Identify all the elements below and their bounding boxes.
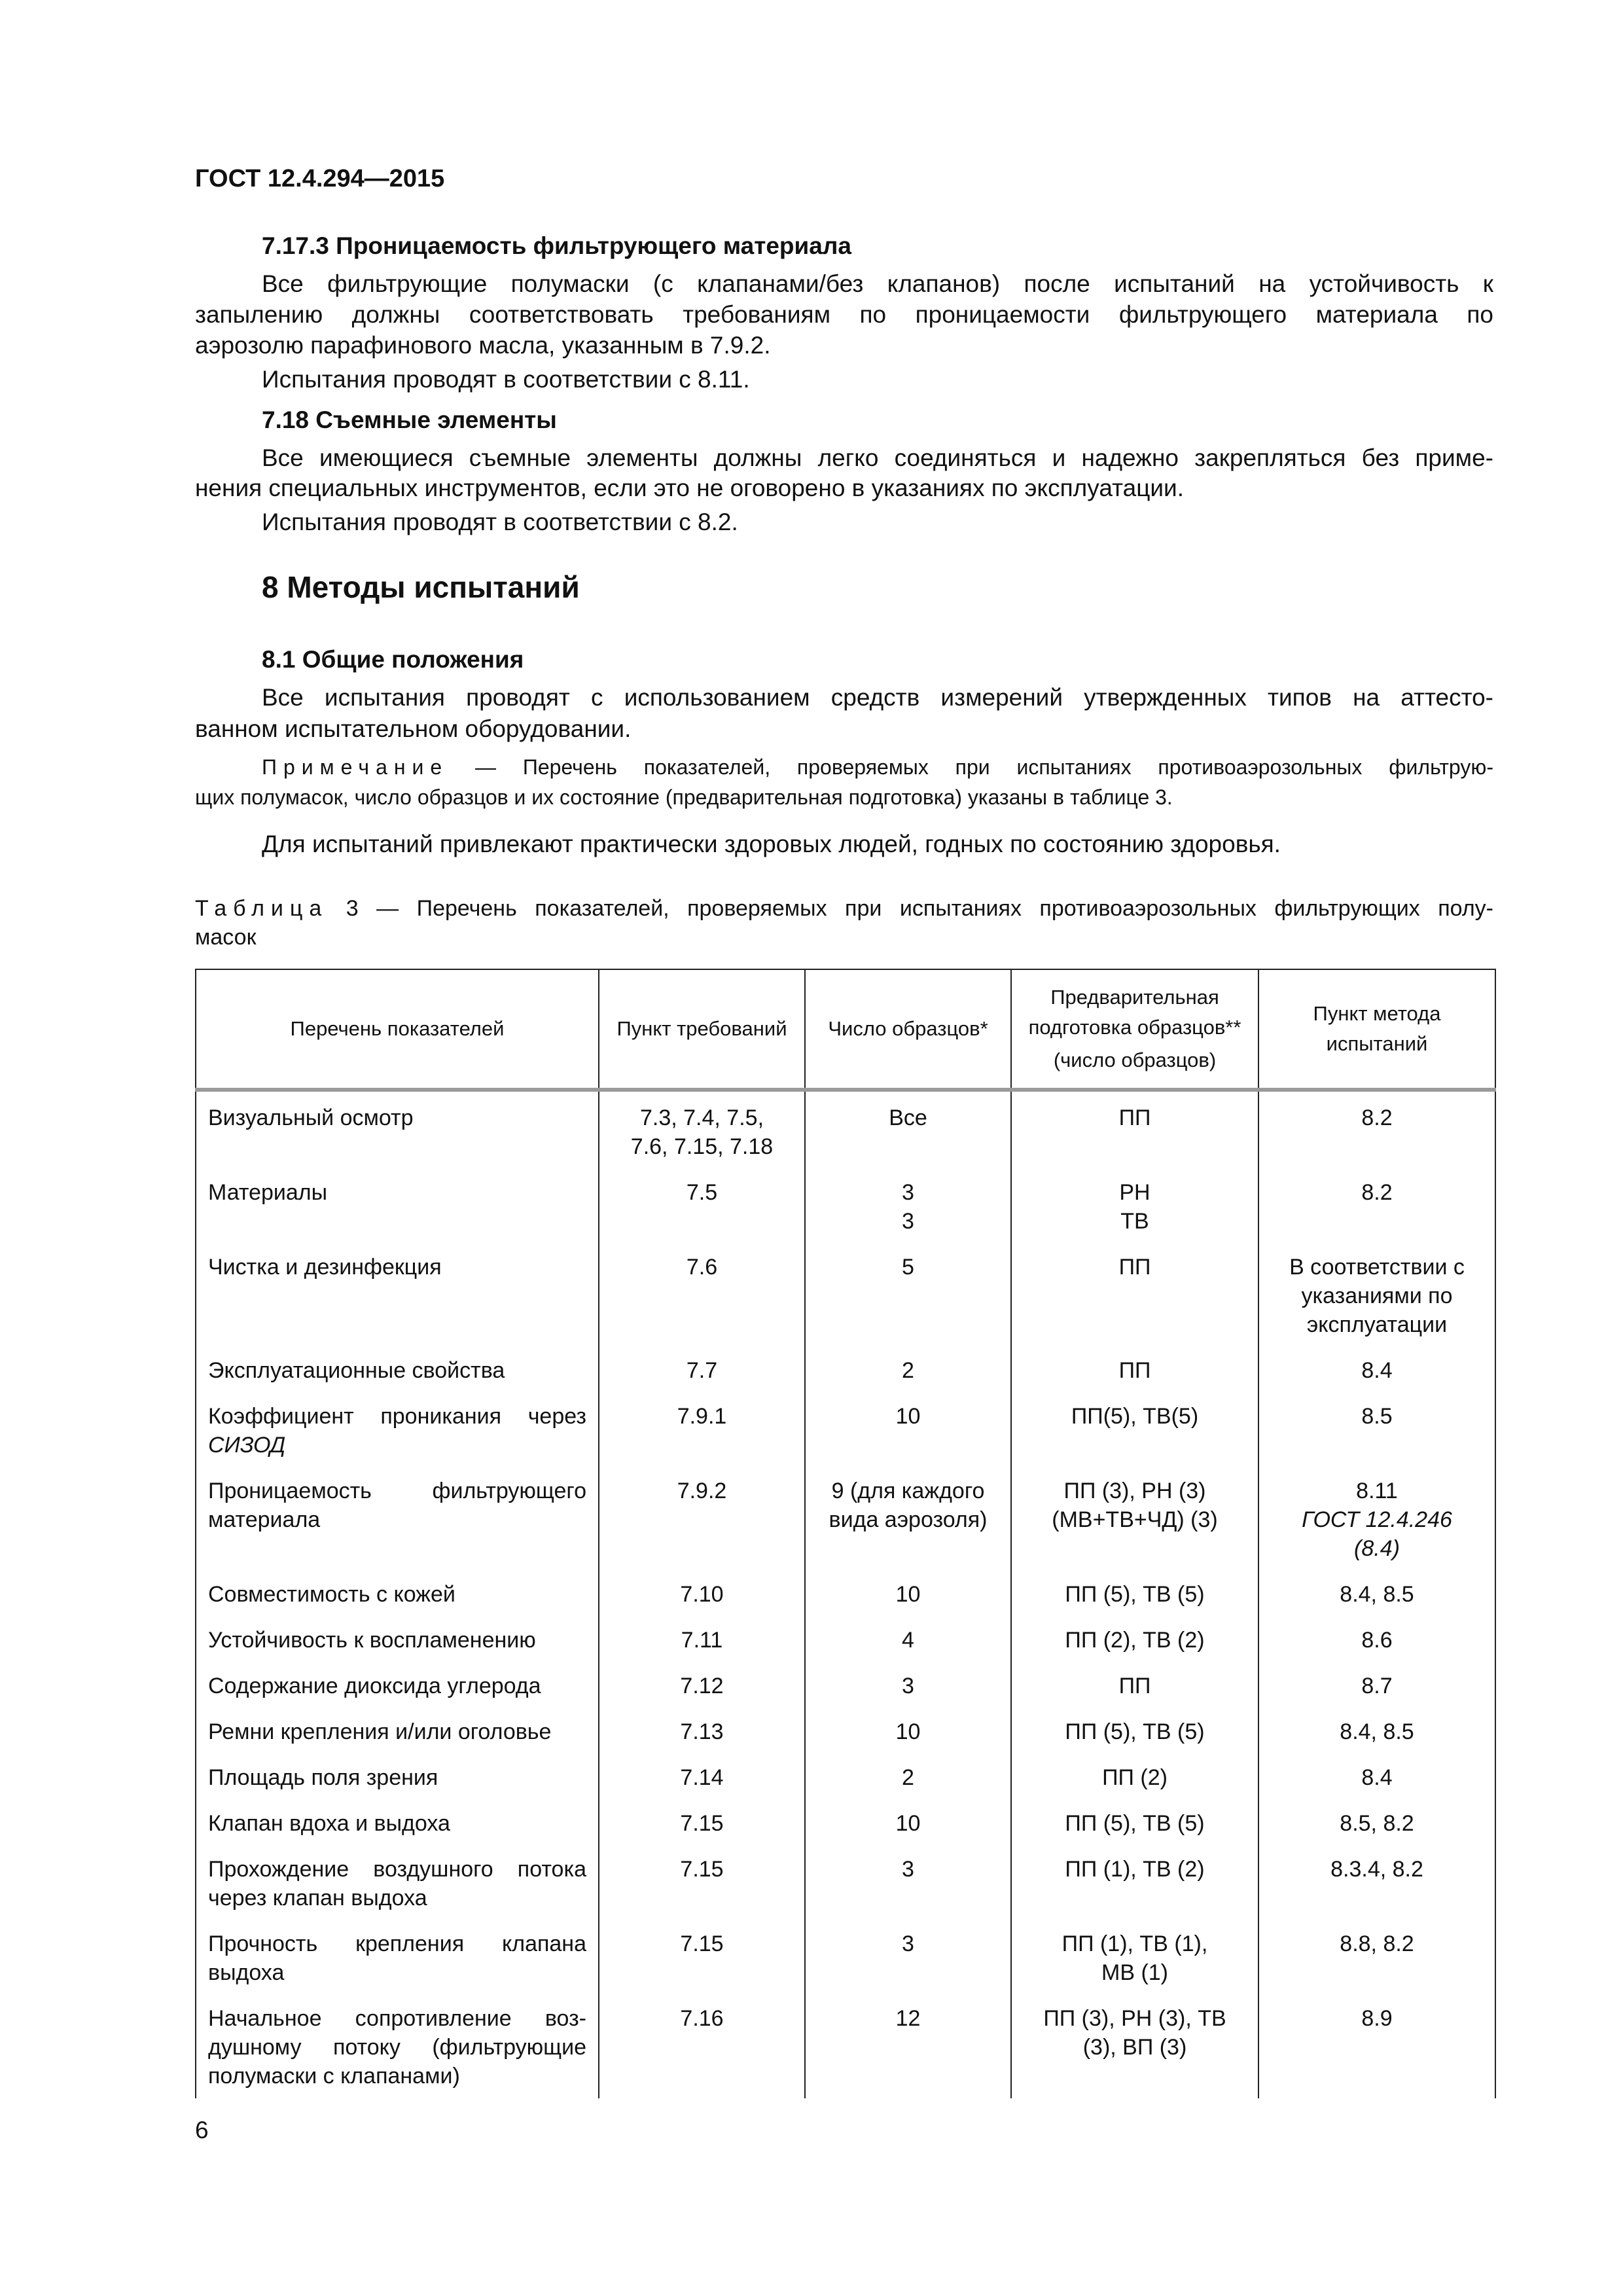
cell-sample-count: Все bbox=[805, 1090, 1011, 1169]
cell-test-method: 8.11 ГОСТ 12.4.246 (8.4) bbox=[1258, 1467, 1495, 1571]
cell-indicator: Чистка и дезинфекция bbox=[196, 1244, 599, 1347]
cell-indicator: Устойчивость к воспламенению bbox=[196, 1617, 599, 1662]
cell-requirement: 7.6 bbox=[599, 1244, 805, 1347]
table-caption: Таблица 3 — Перечень показателей, проверяемых при испытаниях противоаэрозольных фильтрующих полу- bbox=[195, 896, 1493, 921]
cell-test-method: В соответствии с указаниями по эксплуатации bbox=[1258, 1244, 1495, 1347]
cell-indicator: Проницаемость фильтрующего материала bbox=[196, 1467, 599, 1571]
note-line: Примечание — Перечень показателей, проверяемых при испытаниях противоаэрозольных фильтрую- bbox=[262, 755, 1493, 779]
paragraph-line: нения специальных инструментов, если это не оговорено в указаниях по эксплуатации. bbox=[195, 475, 1185, 501]
cell-indicator: Эксплуатационные свойства bbox=[196, 1347, 599, 1393]
cell-indicator: Клапан вдоха и выдоха bbox=[196, 1800, 599, 1846]
cell-requirement: 7.15 bbox=[599, 1920, 805, 1995]
header-sample-count: Число образцов* bbox=[805, 969, 1011, 1090]
cell-indicator: Коэффициент проникания через СИЗОД bbox=[196, 1393, 599, 1467]
cell-test-method: 8.8, 8.2 bbox=[1258, 1920, 1495, 1995]
cell-requirement: 7.15 bbox=[599, 1800, 805, 1846]
table-row bbox=[196, 1090, 1495, 1169]
table-3 bbox=[195, 969, 1496, 2098]
cell-preparation: РН ТВ bbox=[1011, 1169, 1258, 1244]
header-preparation: Предварительная подготовка образцов** (число образцов) bbox=[1011, 969, 1258, 1090]
cell-test-method: 8.2 bbox=[1258, 1169, 1495, 1244]
table-row bbox=[196, 1617, 1495, 1662]
cell-test-method: 8.4 bbox=[1258, 1754, 1495, 1800]
cell-indicator: Прочность крепления клапана выдоха bbox=[196, 1920, 599, 1995]
paragraph-line: Для испытаний привлекают практически здоровых людей, годных по состоянию здоровья. bbox=[262, 831, 1281, 857]
cell-requirement: 7.9.1 bbox=[599, 1393, 805, 1467]
cell-preparation: ПП (3), РН (3) (МВ+ТВ+ЧД) (3) bbox=[1011, 1467, 1258, 1571]
cell-preparation: ПП (5), ТВ (5) bbox=[1011, 1571, 1258, 1617]
cell-test-method: 8.4, 8.5 bbox=[1258, 1708, 1495, 1754]
paragraph-line: запылению должны соответствовать требованиям по проницаемости фильтрующего материала по bbox=[195, 301, 1493, 328]
cell-requirement: 7.15 bbox=[599, 1846, 805, 1920]
cell-test-method: 8.7 bbox=[1258, 1662, 1495, 1708]
paragraph-line: Испытания проводят в соответствии с 8.2. bbox=[262, 509, 738, 535]
document-code: ГОСТ 12.4.294—2015 bbox=[195, 165, 445, 192]
section-heading-7-18: 7.18 Съемные элементы bbox=[262, 406, 557, 433]
table-row bbox=[196, 1244, 1495, 1347]
cell-preparation: ПП (2) bbox=[1011, 1754, 1258, 1800]
header-indicators: Перечень показателей bbox=[196, 969, 599, 1090]
table-row bbox=[196, 1995, 1495, 2098]
cell-indicator: Площадь поля зрения bbox=[196, 1754, 599, 1800]
cell-requirement: 7.10 bbox=[599, 1571, 805, 1617]
cell-preparation: ПП (2), ТВ (2) bbox=[1011, 1617, 1258, 1662]
note-label: Примечание bbox=[262, 755, 449, 779]
cell-requirement: 7.7 bbox=[599, 1347, 805, 1393]
cell-sample-count: 3 bbox=[805, 1920, 1011, 1995]
cell-test-method: 8.5, 8.2 bbox=[1258, 1800, 1495, 1846]
cell-test-method: 8.3.4, 8.2 bbox=[1258, 1846, 1495, 1920]
cell-requirement: 7.5 bbox=[599, 1169, 805, 1244]
table-caption-label: Таблица bbox=[195, 896, 329, 921]
table-row bbox=[196, 1662, 1495, 1708]
cell-sample-count: 5 bbox=[805, 1244, 1011, 1347]
cell-sample-count: 4 bbox=[805, 1617, 1011, 1662]
cell-sample-count: 10 bbox=[805, 1800, 1011, 1846]
cell-indicator: Совместимость с кожей bbox=[196, 1571, 599, 1617]
cell-test-method: 8.4 bbox=[1258, 1347, 1495, 1393]
table-row bbox=[196, 1467, 1495, 1571]
cell-preparation: ПП (5), ТВ (5) bbox=[1011, 1708, 1258, 1754]
cell-preparation: ПП bbox=[1011, 1662, 1258, 1708]
cell-sample-count: 3 bbox=[805, 1846, 1011, 1920]
table-row bbox=[196, 1393, 1495, 1467]
cell-indicator: Ремни крепления и/или оголовье bbox=[196, 1708, 599, 1754]
cell-preparation: ПП bbox=[1011, 1090, 1258, 1169]
cell-indicator: Материалы bbox=[196, 1169, 599, 1244]
cell-requirement: 7.11 bbox=[599, 1617, 805, 1662]
cell-sample-count: 10 bbox=[805, 1571, 1011, 1617]
paragraph-line: Испытания проводят в соответствии с 8.11. bbox=[262, 366, 750, 393]
paragraph-line: Все фильтрующие полумаски (с клапанами/без клапанов) после испытаний на устойчивость к bbox=[262, 270, 1493, 297]
cell-requirement: 7.12 bbox=[599, 1662, 805, 1708]
cell-preparation: ПП (5), ТВ (5) bbox=[1011, 1800, 1258, 1846]
paragraph-line: аэрозолю парафинового масла, указанным в 7.9.2. bbox=[195, 332, 771, 359]
cell-preparation: ПП bbox=[1011, 1347, 1258, 1393]
cell-sample-count: 2 bbox=[805, 1754, 1011, 1800]
table-row bbox=[196, 1846, 1495, 1920]
table-caption-line: масок bbox=[195, 925, 257, 950]
cell-indicator: Прохождение воздушного потока через клапан выдоха bbox=[196, 1846, 599, 1920]
paragraph-line: Все имеющиеся съемные элементы должны легко соединяться и надежно закрепляться без приме- bbox=[262, 444, 1493, 471]
page-number: 6 bbox=[195, 2117, 209, 2144]
cell-sample-count: 10 bbox=[805, 1708, 1011, 1754]
table-row bbox=[196, 1571, 1495, 1617]
cell-preparation: ПП (1), ТВ (1), МВ (1) bbox=[1011, 1920, 1258, 1995]
table-row bbox=[196, 1708, 1495, 1754]
paragraph-line: Все испытания проводят с использованием средств измерений утвержденных типов на аттесто- bbox=[262, 684, 1493, 711]
cell-sample-count: 12 bbox=[805, 1995, 1011, 2098]
cell-test-method: 8.5 bbox=[1258, 1393, 1495, 1467]
table-row bbox=[196, 1800, 1495, 1846]
cell-requirement: 7.13 bbox=[599, 1708, 805, 1754]
cell-preparation: ПП (1), ТВ (2) bbox=[1011, 1846, 1258, 1920]
cell-sample-count: 3 bbox=[805, 1662, 1011, 1708]
cell-preparation: ПП bbox=[1011, 1244, 1258, 1347]
cell-indicator: Содержание диоксида углерода bbox=[196, 1662, 599, 1708]
note-line: щих полумасок, число образцов и их состояние (предварительная подготовка) указаны в таблице 3. bbox=[195, 785, 1173, 809]
cell-test-method: 8.6 bbox=[1258, 1617, 1495, 1662]
table-row bbox=[196, 1754, 1495, 1800]
cell-sample-count: 10 bbox=[805, 1393, 1011, 1467]
header-test-method: Пункт метода испытаний bbox=[1258, 969, 1495, 1090]
cell-preparation: ПП(5), ТВ(5) bbox=[1011, 1393, 1258, 1467]
table-row bbox=[196, 1347, 1495, 1393]
cell-requirement: 7.3, 7.4, 7.5, 7.6, 7.15, 7.18 bbox=[599, 1090, 805, 1169]
cell-test-method: 8.9 bbox=[1258, 1995, 1495, 2098]
cell-indicator: Визуальный осмотр bbox=[196, 1090, 599, 1169]
cell-sample-count: 2 bbox=[805, 1347, 1011, 1393]
table-row bbox=[196, 1169, 1495, 1244]
section-heading-7-17-3: 7.17.3 Проницаемость фильтрующего материала bbox=[262, 232, 851, 259]
cell-sample-count: 3 3 bbox=[805, 1169, 1011, 1244]
cell-preparation: ПП (3), РН (3), ТВ (3), ВП (3) bbox=[1011, 1995, 1258, 2098]
cell-requirement: 7.16 bbox=[599, 1995, 805, 2098]
cell-test-method: 8.4, 8.5 bbox=[1258, 1571, 1495, 1617]
cell-test-method: 8.2 bbox=[1258, 1090, 1495, 1169]
section-heading-8-1: 8.1 Общие положения bbox=[262, 646, 524, 673]
cell-requirement: 7.14 bbox=[599, 1754, 805, 1800]
table-header-row bbox=[196, 969, 1495, 1090]
section-heading-8: 8 Методы испытаний bbox=[262, 570, 580, 604]
paragraph-line: ванном испытательном оборудовании. bbox=[195, 715, 632, 742]
cell-sample-count: 9 (для каждого вида аэрозоля) bbox=[805, 1467, 1011, 1571]
header-requirement-clause: Пункт требований bbox=[599, 969, 805, 1090]
cell-indicator: Начальное сопротивление воз- душному потоку (фильтрующие полумаски с клапанами) bbox=[196, 1995, 599, 2098]
table-row bbox=[196, 1920, 1495, 1995]
cell-requirement: 7.9.2 bbox=[599, 1467, 805, 1571]
